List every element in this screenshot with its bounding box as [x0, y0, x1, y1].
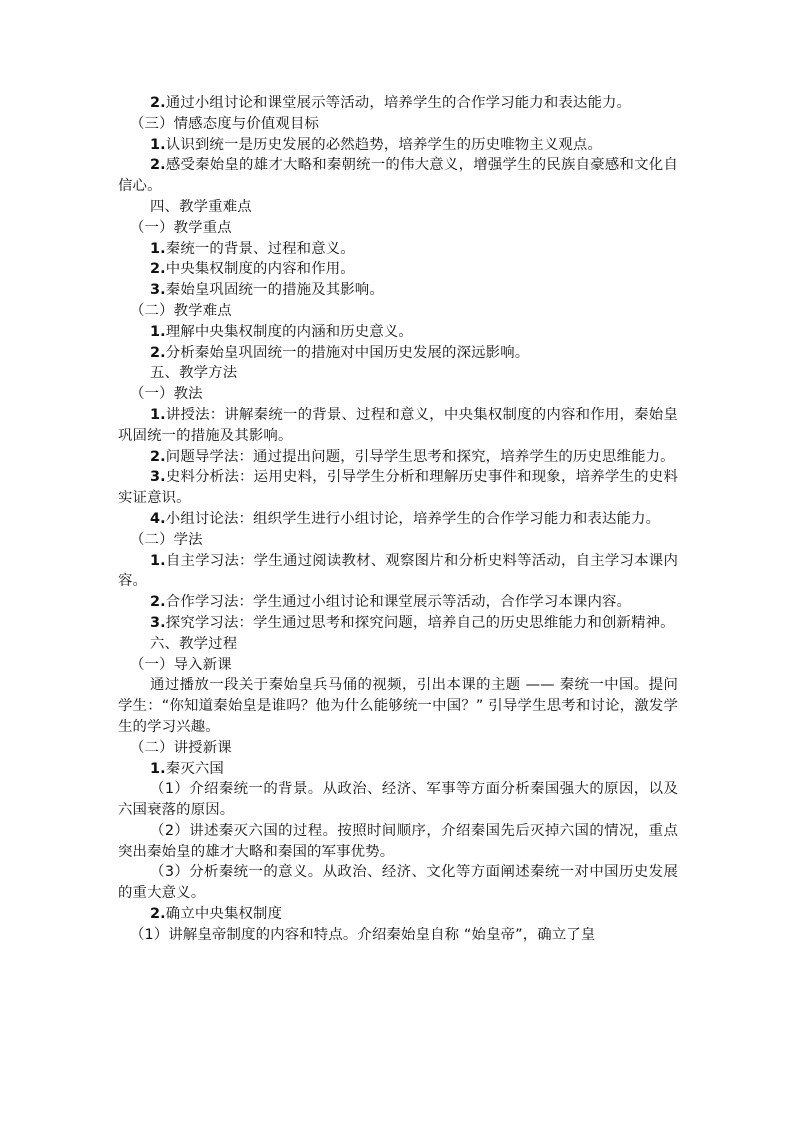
paragraph: 1.秦统一的背景、过程和意义。: [150, 240, 355, 257]
paragraph: 4.小组讨论法：组织学生进行小组讨论，培养学生的合作学习能力和表达能力。: [150, 510, 661, 527]
paragraph: 2.合作学习法：学生通过小组讨论和课堂展示等活动，合作学习本课内容。: [150, 594, 632, 611]
paragraph: 1.秦灭六国: [150, 760, 224, 777]
paragraph: （1）讲解皇帝制度的内容和特点。介绍秦始皇自称 “始皇帝”，确立了皇: [130, 926, 596, 943]
paragraph: 2.问题导学法：通过提出问题，引导学生思考和探究，培养学生的历史思维能力。: [150, 448, 675, 465]
paragraph: 2.通过小组讨论和课堂展示等活动，培养学生的合作学习能力和表达能力。: [150, 95, 632, 111]
document-body: [118, 93, 678, 946]
paragraph: 通过播放一段关于秦始皇兵马俑的视频，引出本课的主题 —— 秦统一中国。提问学生：“你知道秦始皇是谁吗？他为什么能够统一中国？” 引导学生思考和讨论，激发学生的学习兴趣。: [118, 677, 678, 735]
paragraph: 2.分析秦始皇巩固统一的措施对中国历史发展的深远影响。: [150, 344, 530, 361]
chapter-heading: 六、教学过程: [150, 635, 238, 652]
chapter-heading: 四、教学重难点: [150, 198, 252, 215]
paragraph: 2.中央集权制度的内容和作用。: [150, 261, 355, 278]
paragraph: 2.确立中央集权制度: [150, 906, 283, 923]
paragraph: 1.自主学习法：学生通过阅读教材、观察图片和分析史料等活动，自主学习本课内容。: [118, 552, 678, 590]
paragraph: 3.秦始皇巩固统一的措施及其影响。: [150, 282, 384, 299]
paragraph: （3）分析秦统一的意义。从政治、经济、文化等方面阐述秦统一对中国历史发展的重大意义。: [118, 864, 678, 902]
section-heading: （二）学法: [130, 531, 203, 548]
section-heading: （二）讲授新课: [130, 739, 232, 756]
paragraph: （1）介绍秦统一的背景。从政治、经济、军事等方面分析秦国强大的原因，以及六国衰落的原因。: [118, 781, 678, 819]
paragraph: 3.史料分析法：运用史料，引导学生分析和理解历史事件和现象，培养学生的史料实证意识。: [118, 469, 678, 507]
section-heading: （三）情感态度与价值观目标: [130, 115, 320, 132]
paragraph: （2）讲述秦灭六国的过程。按照时间顺序，介绍秦国先后灭掉六国的情况，重点突出秦始皇的雄才大略和秦国的军事优势。: [118, 822, 678, 860]
paragraph: 1.认识到统一是历史发展的必然趋势，培养学生的历史唯物主义观点。: [150, 136, 603, 153]
paragraph: 1.讲授法：讲解秦统一的背景、过程和意义，中央集权制度的内容和作用，秦始皇巩固统一的措施及其影响。: [118, 406, 678, 444]
paragraph: 1.理解中央集权制度的内涵和历史意义。: [150, 323, 413, 340]
paragraph: 3.探究学习法：学生通过思考和探究问题，培养自己的历史思维能力和创新精神。: [150, 614, 675, 631]
section-heading: （一）导入新课: [130, 656, 232, 673]
chapter-heading: 五、教学方法: [150, 365, 238, 382]
section-heading: （二）教学难点: [130, 302, 232, 319]
section-heading: （一）教法: [130, 386, 203, 403]
paragraph: 2.感受秦始皇的雄才大略和秦朝统一的伟大意义，增强学生的民族自豪感和文化自信心。: [118, 157, 678, 195]
section-heading: （一）教学重点: [130, 219, 232, 236]
